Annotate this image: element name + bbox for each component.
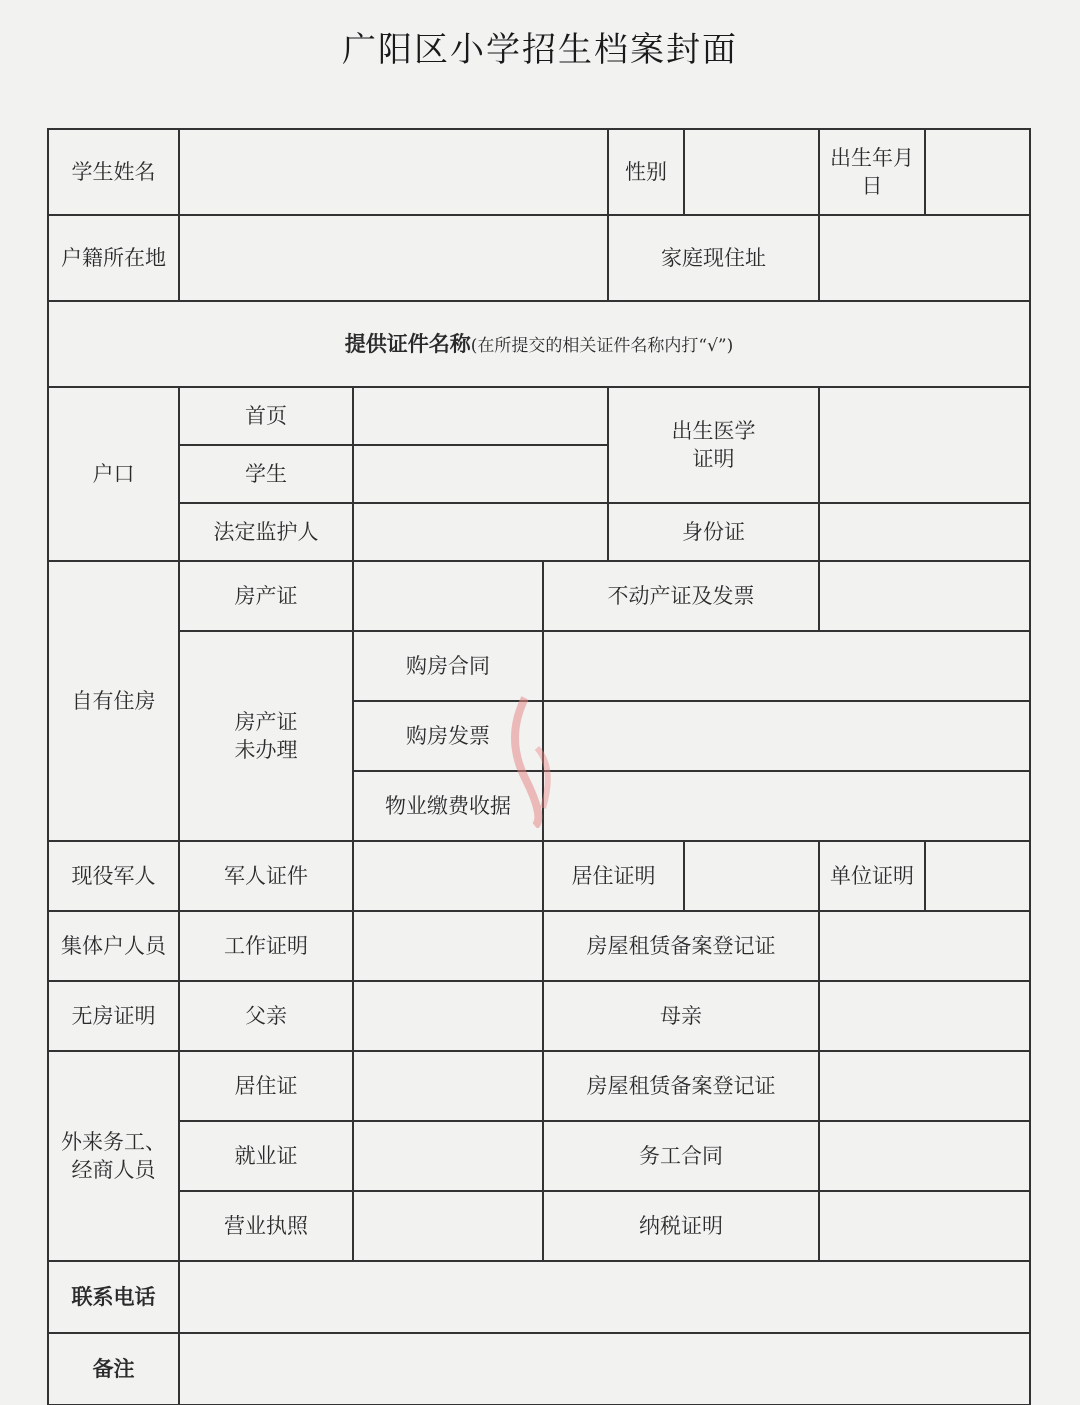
label-work-proof: 工作证明 [179,911,353,981]
check-purchase-invoice[interactable] [543,701,1030,771]
label-property-fee: 物业缴费收据 [353,771,543,841]
label-student: 学生 [179,445,353,503]
label-business-license: 营业执照 [179,1191,353,1261]
check-property-fee[interactable] [543,771,1030,841]
check-military-id[interactable] [353,841,543,911]
check-student[interactable] [353,445,608,503]
check-realestate-invoice[interactable] [819,561,1030,631]
label-labor-contract: 务工合同 [543,1121,819,1191]
field-birth-date[interactable] [925,129,1030,215]
label-own-house: 自有住房 [48,561,179,841]
label-migrant [48,1051,179,1261]
label-gender: 性别 [608,129,684,215]
label-student-name: 学生姓名 [48,129,179,215]
check-father[interactable] [353,981,543,1051]
field-hukou-location[interactable] [179,215,608,301]
label-contact-phone: 联系电话 [48,1261,179,1333]
label-remarks: 备注 [48,1333,179,1405]
label-lease-cert-collective: 房屋租赁备案登记证 [543,911,819,981]
documents-header-note: (在所提交的相关证件名称内打“√”) [470,335,734,356]
label-first-page: 首页 [179,387,353,445]
archive-form-table [47,128,1031,1405]
check-residence-proof[interactable] [684,841,819,911]
label-no-house: 无房证明 [48,981,179,1051]
label-birth-cert-text: 出生医学证明 [671,418,756,471]
label-birth-date: 出生年月日 [819,129,925,215]
check-first-page[interactable] [353,387,608,445]
label-property-cert: 房产证 [179,561,353,631]
label-hukou: 户口 [48,387,179,561]
field-home-address[interactable] [819,215,1030,301]
check-lease-cert-collective[interactable] [819,911,1030,981]
check-mother[interactable] [819,981,1030,1051]
check-lease-cert-migrant[interactable] [819,1051,1030,1121]
field-gender[interactable] [684,129,819,215]
label-collective: 集体户人员 [48,911,179,981]
label-hukou-location: 户籍所在地 [48,215,179,301]
label-residence-permit: 居住证 [179,1051,353,1121]
label-employment-cert: 就业证 [179,1121,353,1191]
label-cert-not-done-text: 房产证未办理 [234,709,298,762]
label-home-address: 家庭现住址 [608,215,819,301]
check-business-license[interactable] [353,1191,543,1261]
label-military: 现役军人 [48,841,179,911]
field-contact-phone[interactable] [179,1261,1030,1333]
label-guardian: 法定监护人 [179,503,353,561]
label-cert-not-done [179,631,353,841]
documents-header [48,301,1030,387]
check-property-cert[interactable] [353,561,543,631]
label-purchase-contract: 购房合同 [353,631,543,701]
check-tax-proof[interactable] [819,1191,1030,1261]
check-residence-permit[interactable] [353,1051,543,1121]
check-labor-contract[interactable] [819,1121,1030,1191]
label-id-card: 身份证 [608,503,819,561]
field-student-name[interactable] [179,129,608,215]
label-lease-cert-migrant: 房屋租赁备案登记证 [543,1051,819,1121]
check-purchase-contract[interactable] [543,631,1030,701]
check-unit-proof[interactable] [925,841,1030,911]
label-realestate-invoice: 不动产证及发票 [543,561,819,631]
label-mother: 母亲 [543,981,819,1051]
field-remarks[interactable] [179,1333,1030,1405]
label-tax-proof: 纳税证明 [543,1191,819,1261]
check-employment-cert[interactable] [353,1121,543,1191]
label-birth-cert [608,387,819,503]
label-migrant-text: 外来务工、经商人员 [61,1129,166,1182]
label-military-id: 军人证件 [179,841,353,911]
label-unit-proof: 单位证明 [819,841,925,911]
label-purchase-invoice: 购房发票 [353,701,543,771]
check-id-card[interactable] [819,503,1030,561]
check-work-proof[interactable] [353,911,543,981]
label-father: 父亲 [179,981,353,1051]
documents-header-title: 提供证件名称 [344,330,471,356]
page-title: 广阳区小学招生档案封面 [342,30,738,70]
check-birth-cert[interactable] [819,387,1030,503]
label-residence-proof: 居住证明 [543,841,684,911]
check-guardian[interactable] [353,503,608,561]
